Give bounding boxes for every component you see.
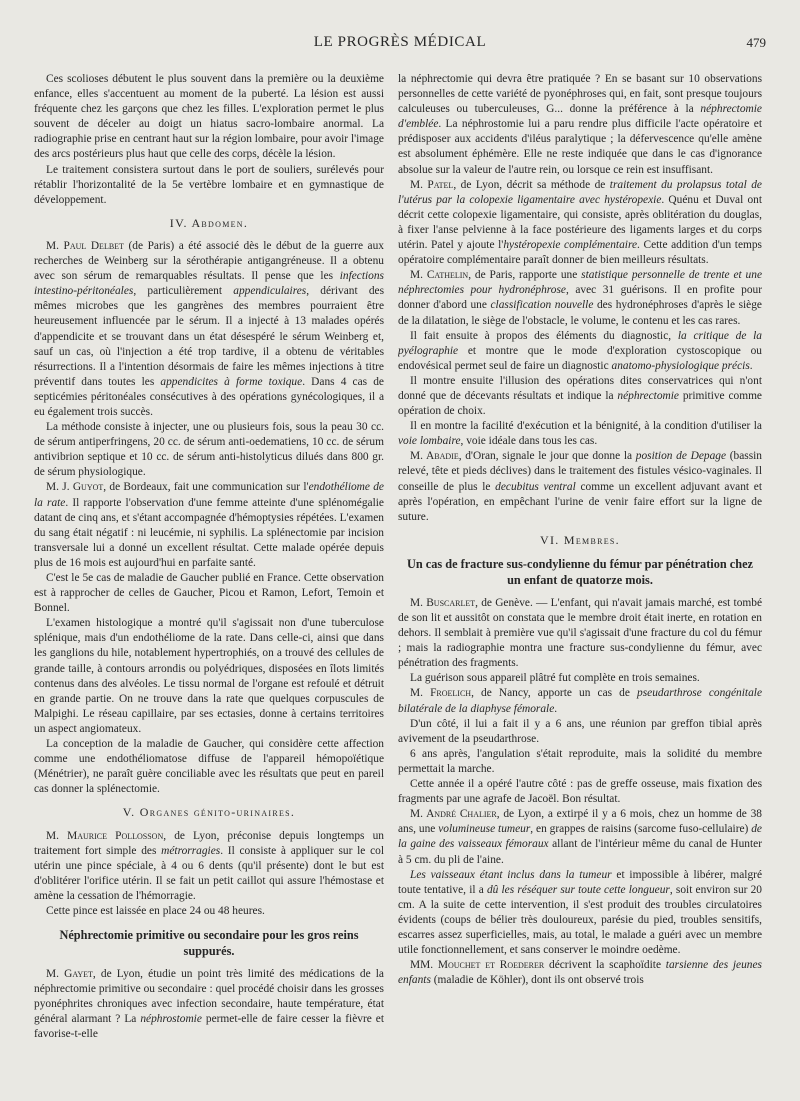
author-name: M. André Chalier xyxy=(410,808,497,821)
article-subheading-nephrectomie: Néphrectomie primitive ou secondaire pour les gros reins suppurés. xyxy=(59,928,359,959)
italic-run: la critique de la pyélographie xyxy=(398,329,762,357)
author-name: M. Abadie xyxy=(410,450,459,463)
italic-run: voie lombaire xyxy=(398,435,461,448)
paragraph: Ces scolioses débutent le plus souvent dans la première ou la deuxième enfance, elles s'accentuent au moment de la puberté. La lésion est aussi fréquente chez les garçons que chez les filles. L'exploration permet le plus souvent de déceler au doigt un hiatus sacro-lombaire anormal. La radiographie prise en centrant haut sur la région lombaire, pour avoir l'image des arcs postérieurs plus haut que celle des corps, décèle la lésion. xyxy=(34,73,384,161)
paragraph xyxy=(398,868,762,959)
paragraph: La guérison sous appareil plâtré fut complète en trois semaines. xyxy=(410,672,700,685)
paragraph xyxy=(34,967,384,1042)
text-run: (maladie de Köhler), dont ils ont observé trois xyxy=(430,974,644,987)
text-run: des hydronéphroses d'après le siège de la dilatation, le siège de l'obstacle, le volume, le contenu et les cas rares. xyxy=(398,299,762,327)
paragraph xyxy=(398,807,762,867)
paragraph xyxy=(398,374,762,419)
text-run: , de Lyon, décrit sa méthode de xyxy=(453,178,610,191)
text-run: comme un excellent adjuvant avant et après l'opération, en empêchant l'urine de venir faire effort sur la ligne de suture. xyxy=(398,480,762,523)
paragraph: Cette pince est laissée en place 24 ou 48 heures. xyxy=(46,904,265,917)
paragraph xyxy=(34,829,384,904)
italic-run: volumineuse tumeur xyxy=(438,823,531,836)
italic-run: néphrectomie d'emblée xyxy=(398,103,762,131)
paragraph xyxy=(398,449,762,524)
italic-run: classification nouvelle xyxy=(490,299,594,312)
paragraph: La conception de la maladie de Gaucher, qui considère cette affection comme une endothéliomatose diffuse de l'appareil hémopoïétique (Ménétrier), ne paraît guère conciliable avec les résultats que peut en pareil cas donner la splénectomie. xyxy=(34,738,384,796)
italic-run: dû les réséquer sur toute cette longueur xyxy=(486,883,670,896)
text-run: Il fait ensuite à propos des éléments du diagnostic, xyxy=(410,329,678,342)
text-run: allant de l'intérieur même du canal de Hunter à 5 cm. du pli de l'aine. xyxy=(398,838,762,866)
page-header xyxy=(34,34,766,56)
text-run: , de Lyon, étudie un point très limité des médications de la néphrectomie primitive ou secondaire : quel procédé choisir dans les grosses pyonéphrites chroniques avec infection secondaire, haute température, état général alarmant ? La xyxy=(34,968,384,1026)
italic-run: infections intestino-péritonéales xyxy=(34,270,384,298)
author-name: M. Patel xyxy=(410,178,454,191)
paragraph xyxy=(34,480,384,571)
text-run: , de Bordeaux, fait une communication sur l' xyxy=(103,481,309,494)
text-run: Il en montre la facilité d'exécution et la bénignité, à la condition d'utiliser la xyxy=(410,420,762,433)
paragraph xyxy=(398,329,762,374)
section-heading-membres: VI. Membres. xyxy=(540,532,620,547)
paragraph: 6 ans après, l'angulation s'était reproduite, mais la solidité du membre permettait la marche. xyxy=(398,747,762,775)
italic-run: hystéropexie complémentaire xyxy=(503,239,638,252)
italic-run: position de Depage xyxy=(635,450,727,463)
text-run: , de Nancy, apporte un cas de xyxy=(471,687,638,700)
text-run: la néphrectomie qui devra être pratiquée ? En se basant sur 10 observations personnelles de cette variété de pyonéphroses qui, en fait, sont presque toujours calculeuses ou tuberculeuses, G... donne la préférence à la xyxy=(398,73,762,116)
author-name: M. J. Guyot xyxy=(46,481,104,494)
text-run: , particulièrement xyxy=(133,285,234,298)
italic-run: tarsienne des jeunes enfants xyxy=(398,959,762,987)
paragraph: L'examen histologique a montré qu'il s'agissait non d'une tuberculose splénique, mais d'un endothéliome de la rate. Dans celle-ci, ainsi que dans les ganglions du hile, notablement hypertrophiés, on a trouvé des cellules de grande taille, à contours arrondis ou polyédriques, disposées en îlots limités contenus dans des alvéoles. Le tissu normal de l'organe est refoulé et détruit en grande partie. On ne trouve dans la rate que quelques corpuscules de Malpighi. Le réseau capillaire, par ses ectasies, donne à certains territoires un aspect angiomateux. xyxy=(34,617,384,735)
author-name: M. Cathelin xyxy=(410,269,469,282)
text-run: , de Genève. — L'enfant, qui n'avait jamais marché, est tombé de son lit et aussitôt on constata que le membre droit était inerte, en rotation en dehors. Il semblait à première vue qu'il s'agissait d'une fracture du col du fémur ; mais la radiographie montra une fracture sus-condylienne du fémur, avec pénétration des fragments. xyxy=(398,596,762,670)
text-run: et montre que le mode d'exploration cystoscopique ou endovésical permet seul de faire un diagnostic xyxy=(398,344,762,372)
text-run: . xyxy=(554,702,558,715)
italic-run: decubitus ventral xyxy=(495,480,576,493)
paragraph: D'un côté, il lui a fait il y a 6 ans, une réunion par greffon tibial après avivement de la pseudarthrose. xyxy=(398,717,762,745)
paragraph: Le traitement consistera surtout dans le port de souliers, surélevés pour rétablir l'horizontalité de la 5e vertèbre lombaire et en gymnastique de développement. xyxy=(34,163,384,206)
author-name: M. Gayet xyxy=(46,968,93,981)
text-run: , soit environ sur 20 cm. A la suite de cette intervention, il s'est produit des troubles circulatoires évidents (coups de bélier très douloureux, parésie du pied, troubles sensitifs, escarres assez superficielles, mais, au total, le malade a guéri avec un membre utile fonctionnellement, et sans conserver le moindre oedème. xyxy=(398,883,762,957)
italic-run: métrorragies xyxy=(161,844,221,857)
text-run: . Il consiste à appliquer sur le col utérin une pince spéciale, à 4 ou 6 dents (qu'il présente) dont le but est d'oblitérer l'orifice utérin. Il se fait un petit caillot qui assure l'hémostase et amène la cessation de l'hémorragie. xyxy=(34,844,384,902)
paragraph xyxy=(398,268,762,328)
italic-run: appendiculaires xyxy=(233,285,307,298)
journal-title: LE PROGRÈS MÉDICAL xyxy=(313,34,487,50)
author-name: M. Froelich xyxy=(410,687,472,700)
text-run: permet-elle de faire cesser la fièvre et favorise-t-elle xyxy=(34,1013,384,1041)
paragraph: C'est le 5e cas de maladie de Gaucher publié en France. Cette observation est à rapprocher de celles de Gaucher, Picou et Ramon, Lefort, Temoin et Bonnel. xyxy=(34,572,384,615)
paragraph xyxy=(398,596,762,671)
text-run: , de Lyon, préconise depuis longtemps un traitement fort simple des xyxy=(34,829,384,857)
text-run: . Il rapporte l'observation d'une femme atteinte d'une splénomégalie datant de cinq ans, et s'étant accompagnée d'hémoptysies répétées. L'examen du sang était négatif : ni leucémie, ni syphilis. La splénectomie par incision transversale lui a donné un excellent résultat. Cette malade opérée depuis plus de 16 mois est aujourd'hui en parfaite santé. xyxy=(34,496,384,569)
article-subheading-fracture: Un cas de fracture sus-condylienne du fémur par pénétration chez un enfant de quatorze mois. xyxy=(406,556,753,587)
italic-run: de la gaine des vaisseaux fémoraux xyxy=(398,823,762,851)
section-heading-organes: V. Organes génito-urinaires. xyxy=(122,805,296,820)
italic-run: appendicites à forme toxique xyxy=(160,375,303,388)
text-run: , voie idéale dans tous les cas. xyxy=(460,435,598,448)
italic-run: anatomo-physiologique précis xyxy=(611,359,750,372)
text-run: (de Paris) a été associé dès le début de la guerre aux recherches de Weinberg sur la sérothérapie antigangréneuse. Il a obtenu avec son sérum de remarquables résultats. Il pense que les xyxy=(34,239,384,283)
section-heading-abdomen: IV. Abdomen. xyxy=(169,215,249,230)
text-run: . La néphrostomie lui a paru rendre plus difficile l'acte opératoire et prédisposer aux accidents d'iléus paralytique ; la défervescence qu'elle amène est absolument éphémère. Elle ne reste indiquée que dans le cas d'ignorance absolue sur la valeur de l'autre rein, ou lorsque ce rein est insuffisant. xyxy=(398,118,762,176)
text-run: , de Paris, rapporte une xyxy=(468,269,582,282)
author-name: M. Maurice Pollosson xyxy=(46,829,164,842)
italic-run: traitement du prolapsus total de l'utérus par la colopexie ligamentaire avec hystéropexie xyxy=(398,178,762,206)
author-name: M. Paul Delbet xyxy=(46,239,124,252)
author-name: MM. Mouchet et Roederer xyxy=(410,959,545,972)
italic-run: néphrostomie xyxy=(140,1013,202,1026)
text-run: Il montre ensuite l'illusion des opérations dites conservatrices qui n'ont donné que de décevants résultats et indique la xyxy=(398,374,762,402)
italic-run: néphrectomie xyxy=(617,389,679,402)
paragraph xyxy=(398,72,762,178)
left-column xyxy=(34,72,384,1087)
text-run: , d'Oran, signale le jour que donne la xyxy=(458,450,636,463)
text-run: , en grappes de raisins (sarcome fuso-cellulaire) xyxy=(530,823,752,836)
paragraph: La méthode consiste à injecter, une ou plusieurs fois, sous la peau 30 cc. de sérum antiperfringens, 20 cc. de sérum anti-oedematiens, 10 cc. de sérum antivibrion septique et 10 cc. de sérum anti-histolyticus dilués dans 800 gr. de sérum physiologique. xyxy=(34,421,384,479)
italic-run: endothéliome de la rate xyxy=(34,481,384,509)
text-run: décrivent la scaphoïdite xyxy=(544,959,666,972)
text-run: . Dans 4 cas de septicémies péritonéales consécutives à des opérations gynécologiques, il a eu également trois succès. xyxy=(34,375,384,418)
italic-run: pseudarthrose congénitale bilatérale de la diaphyse fémorale xyxy=(398,687,762,715)
author-name: M. Buscarlet xyxy=(410,596,476,609)
paragraph xyxy=(398,419,762,449)
paragraph xyxy=(398,958,762,988)
paragraph: Cette année il a opéré l'autre côté : pas de greffe osseuse, mais fixation des fragments par une agrafe de Jacoël. Bon résultat. xyxy=(398,778,762,806)
paragraph xyxy=(34,239,384,420)
italic-run: statistique personnelle de trente et une néphrectomies pour hydronéphrose xyxy=(398,269,762,297)
text-run: , de Lyon, a extirpé il y a 6 mois, chez un homme de 38 ans, une xyxy=(398,808,762,836)
text-run: . Quénu et Duval ont décrit cette colopexie ligamentaire, qui consiste, après oblitération du douglas, à fixer l'anse pelvienne à la face postérieure des ligaments larges et du corps utérin. Patel y ajoute l' xyxy=(398,193,762,252)
text-run: . Cette addition d'un temps opératoire complémentaire paraît donner de bien meilleurs résultats. xyxy=(398,239,762,267)
text-run: et impossible à libérer, malgré toute tentative, il a xyxy=(398,868,762,896)
right-column xyxy=(398,72,762,1087)
text-run: (bassin relevé, tête et pieds déclives) dans le traitement des fistules vésico-vaginales. Il conseille de plus le xyxy=(398,450,762,493)
page-number: 479 xyxy=(746,35,766,50)
paragraph xyxy=(398,686,762,716)
text-run: . xyxy=(749,359,753,372)
paragraph xyxy=(398,178,762,269)
italic-run: Les vaisseaux étant inclus dans la tumeur xyxy=(410,868,612,881)
text-run: , avec 31 guérisons. Il en profite pour donner d'abord une xyxy=(398,284,762,312)
text-run: primitive comme opération de choix. xyxy=(398,389,762,418)
text-run: , dérivant des mêmes microbes que les gangrènes des membres pourraient être heureusement influencée par le sérum. Il a injecté à 13 malades opérés d'appendicite et se trouvant dans un état désespéré le sérum Weinberg et, sauf un cas, où l'injection a été trop tardive, il a obtenu de véritables résurrections. Il a l'intention désormais de faire les mêmes injections à titre préventif dans toutes les xyxy=(34,285,384,388)
